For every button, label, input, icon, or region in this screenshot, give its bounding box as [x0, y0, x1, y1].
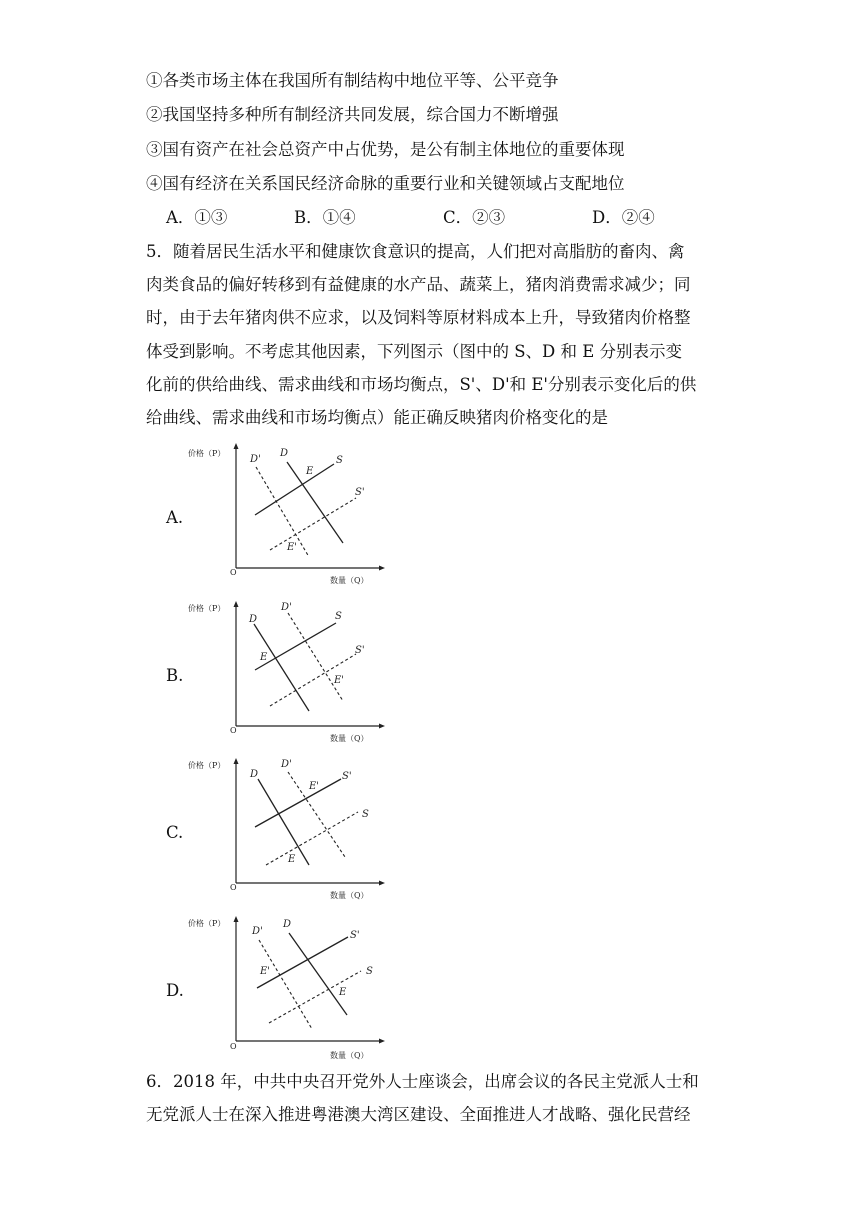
q4-option-c[interactable]: C．②③ — [443, 208, 506, 227]
supply-curve-s — [255, 464, 334, 515]
supply-curve-s — [269, 971, 361, 1023]
y-axis-label: 价格（P） — [188, 449, 226, 458]
label-s: S — [362, 809, 369, 820]
q5-line-2: 肉类食品的偏好转移到有益健康的水产品、蔬菜上，猪肉消费需求减少；同 — [146, 275, 691, 294]
demand-curve-d-prime — [288, 613, 343, 701]
label-d: D — [280, 448, 289, 459]
supply-curve-s-prime — [257, 937, 348, 988]
label-e: E — [288, 854, 296, 865]
y-axis-label: 价格（P） — [188, 919, 226, 928]
chart-b — [188, 598, 388, 746]
chart-d — [188, 913, 388, 1061]
statement-2: ②我国坚持多种所有制经济共同发展，综合国力不断增强 — [146, 105, 559, 124]
q5-line-4: 体受到影响。不考虑其他因素，下列图示（图中的 S、D 和 E 分别表示变 — [146, 342, 683, 361]
q6-line-2: 无党派人士在深入推进粤港澳大湾区建设、全面推进人才战略、强化民营经 — [146, 1105, 691, 1124]
x-axis-arrow — [379, 724, 385, 729]
statement-3: ③国有资产在社会总资产中占优势，是公有制主体地位的重要体现 — [146, 140, 625, 159]
x-axis-arrow — [379, 881, 385, 886]
q5-line-5: 化前的供给曲线、需求曲线和市场均衡点，S'、D'和 E'分别表示变化后的供 — [146, 375, 697, 394]
label-e-prime: E' — [334, 675, 345, 686]
label-e: E — [339, 987, 347, 998]
demand-curve-d — [289, 933, 347, 1015]
supply-curve-s — [266, 812, 358, 865]
origin-label: O — [230, 883, 237, 892]
label-d: D — [249, 614, 258, 625]
chart-c — [188, 755, 388, 903]
demand-curve-d — [254, 624, 309, 711]
option-b-label[interactable]: B. — [166, 666, 184, 685]
label-s-prime: S' — [355, 645, 365, 656]
x-axis-label: 数量（Q） — [330, 734, 369, 743]
y-axis-arrow — [234, 758, 239, 764]
option-d-label[interactable]: D. — [166, 981, 184, 1000]
q4-option-b[interactable]: B．①④ — [294, 208, 356, 227]
label-d-prime: D' — [250, 454, 261, 465]
origin-label: O — [230, 568, 237, 577]
demand-curve-d-prime — [256, 467, 309, 557]
q5-line-3: 时，由于去年猪肉供不应求，以及饲料等原材料成本上升，导致猪肉价格整 — [146, 308, 691, 327]
label-e: E — [260, 652, 268, 663]
y-axis-arrow — [234, 601, 239, 607]
label-d-prime: D' — [252, 926, 263, 937]
label-e-prime: E' — [309, 781, 320, 792]
y-axis-arrow — [234, 916, 239, 922]
q5-line-1: 5．随着居民生活水平和健康饮食意识的提高，人们把对高脂肪的畜肉、禽 — [146, 242, 685, 261]
statement-4: ④国有经济在关系国民经济命脉的重要行业和关键领域占支配地位 — [146, 174, 625, 193]
label-d-prime: D' — [281, 759, 292, 770]
option-c-label[interactable]: C. — [166, 823, 184, 842]
label-e-prime: E' — [287, 542, 298, 553]
label-e-prime: E' — [260, 966, 271, 977]
chart-a — [188, 440, 388, 588]
q4-option-a[interactable]: A．①③ — [166, 208, 228, 227]
q4-option-d[interactable]: D．②④ — [592, 208, 655, 227]
option-a-label[interactable]: A. — [166, 508, 184, 527]
y-axis-arrow — [234, 443, 239, 449]
demand-curve-d — [287, 462, 343, 543]
origin-label: O — [230, 1042, 237, 1051]
label-d-prime: D' — [281, 602, 292, 613]
x-axis-label: 数量（Q） — [330, 891, 369, 900]
label-s-prime: S' — [350, 930, 360, 941]
label-d: D — [250, 769, 259, 780]
q5-line-6: 给曲线、需求曲线和市场均衡点）能正确反映猪肉价格变化的是 — [146, 408, 608, 427]
q6-line-1: 6．2018 年，中共中央召开党外人士座谈会，出席会议的各民主党派人士和 — [146, 1072, 699, 1091]
label-s: S — [336, 455, 343, 466]
label-s: S — [366, 966, 373, 977]
x-axis-label: 数量（Q） — [330, 576, 369, 585]
y-axis-label: 价格（P） — [188, 761, 226, 770]
label-e: E — [306, 466, 314, 477]
label-d: D — [283, 919, 292, 930]
statement-1: ①各类市场主体在我国所有制结构中地位平等、公平竞争 — [146, 71, 559, 90]
x-axis-label: 数量（Q） — [330, 1051, 369, 1060]
x-axis-arrow — [379, 1039, 385, 1044]
label-s: S — [335, 611, 342, 622]
label-s-prime: S' — [355, 487, 365, 498]
x-axis-arrow — [379, 566, 385, 571]
y-axis-label: 价格（P） — [188, 604, 226, 613]
origin-label: O — [230, 726, 237, 735]
label-s-prime: S' — [342, 771, 352, 782]
